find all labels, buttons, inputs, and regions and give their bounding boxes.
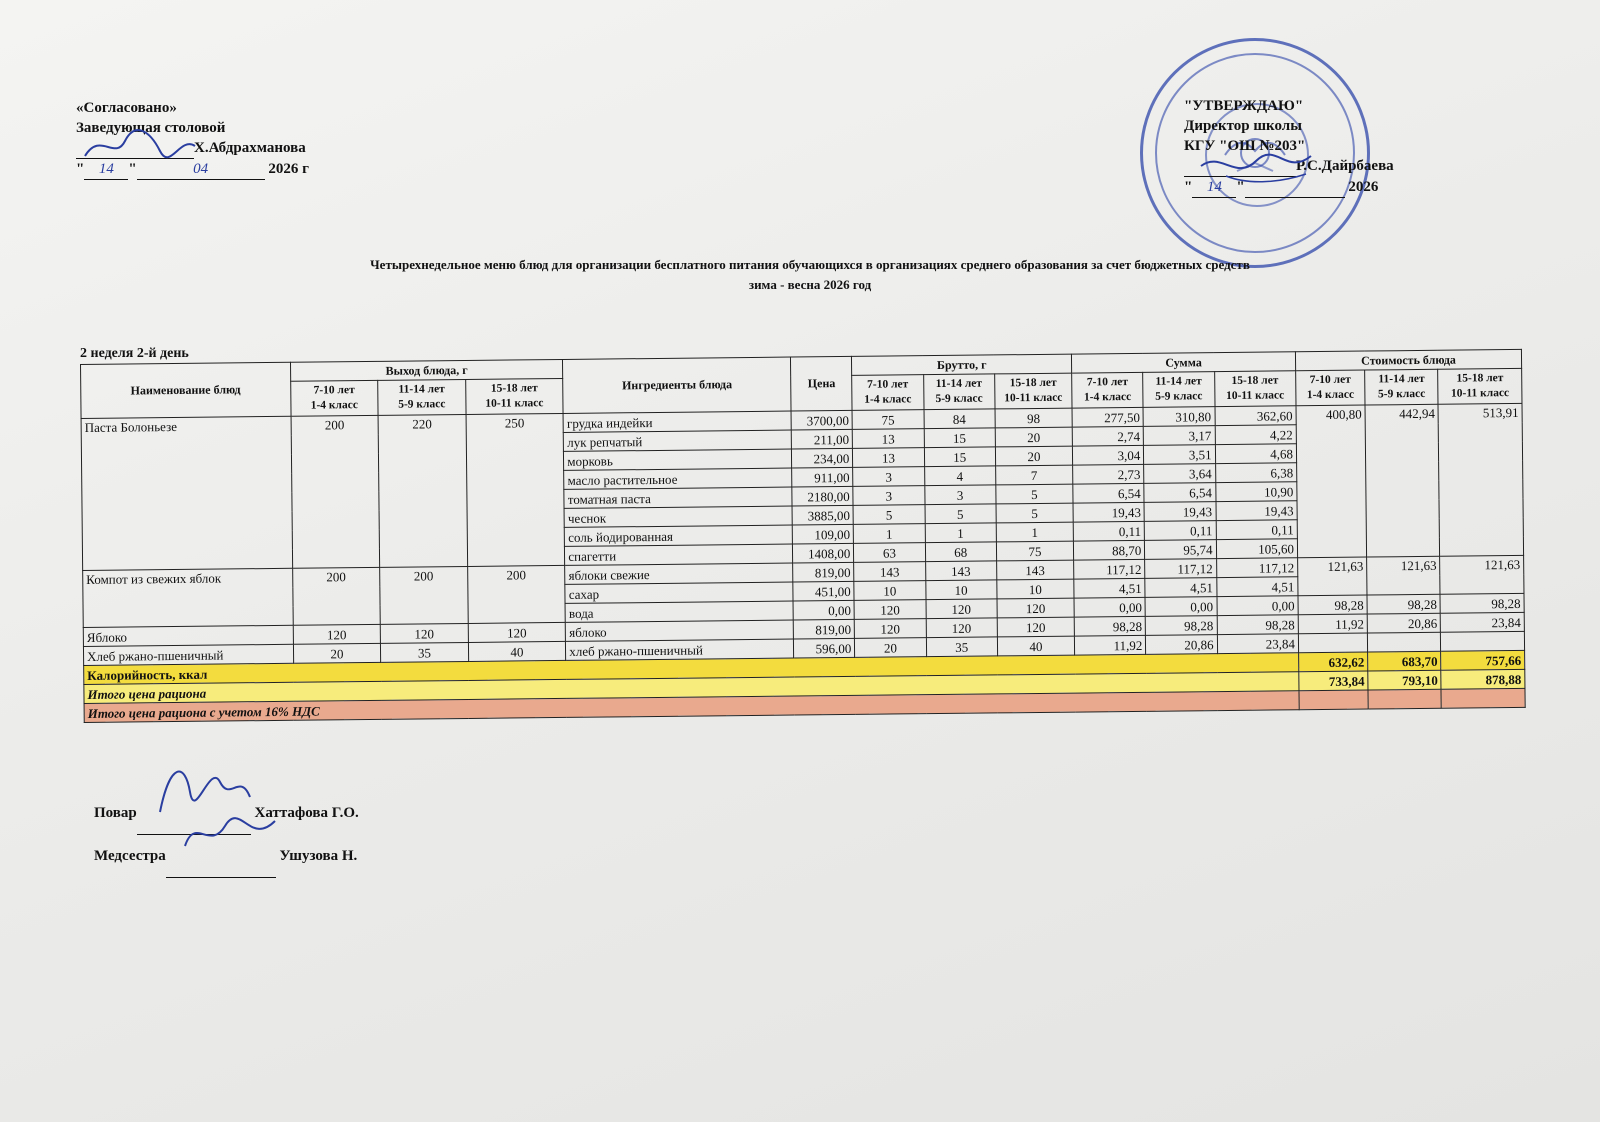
dish-cost: 121,63 bbox=[1440, 555, 1524, 594]
table-cell: 4,22 bbox=[1215, 425, 1297, 445]
table-cell: 0,00 bbox=[1145, 597, 1216, 617]
table-cell: 19,43 bbox=[1144, 502, 1215, 522]
agreed-label: «Согласовано» bbox=[76, 100, 177, 116]
table-cell: 220 bbox=[378, 414, 467, 567]
dish-name: Компот из свежих яблок bbox=[83, 568, 293, 627]
table-cell: 596,00 bbox=[794, 638, 855, 658]
dish-cost: 121,63 bbox=[1367, 556, 1441, 595]
canteen-head-name: Х.Абдрахманова bbox=[194, 140, 306, 156]
table-cell: 1 bbox=[996, 522, 1074, 542]
col-brutto-header: Брутто, г bbox=[852, 354, 1072, 375]
age-group-header: 7-10 лет 1-4 класс bbox=[1296, 370, 1366, 406]
table-cell: 200 bbox=[291, 415, 380, 568]
age-group-header: 15-18 лет 10-11 класс bbox=[1214, 371, 1296, 407]
approval-block-left bbox=[76, 98, 309, 180]
ingredient-name: грудка индейки bbox=[563, 411, 791, 432]
dish-cost: 513,91 bbox=[1438, 403, 1523, 556]
table-cell: 20 bbox=[855, 638, 926, 658]
dish-name: Хлеб ржано-пшеничный bbox=[83, 644, 293, 665]
table-cell bbox=[1368, 689, 1441, 709]
age-group-header: 15-18 лет 10-11 класс bbox=[1438, 368, 1522, 404]
director-name-line bbox=[1184, 156, 1394, 177]
table-cell: 143 bbox=[925, 561, 996, 581]
age-group-header: 11-14 лет 5-9 класс bbox=[1365, 369, 1439, 405]
table-cell: хлеб ржано-пшеничный bbox=[566, 639, 794, 660]
table-cell: 3,04 bbox=[1072, 445, 1143, 465]
table-cell bbox=[1441, 688, 1525, 708]
table-cell: 75 bbox=[996, 541, 1074, 561]
age-group-header: 7-10 лет 1-4 класс bbox=[1072, 372, 1144, 408]
table-cell bbox=[1298, 633, 1367, 653]
nurse-label: Медсестра bbox=[94, 848, 166, 864]
table-cell: 35 bbox=[926, 637, 997, 657]
table-cell: 200 bbox=[380, 566, 468, 624]
table-cell: 40 bbox=[468, 641, 566, 661]
table-cell: 120 bbox=[997, 617, 1075, 637]
dish-name: Яблоко bbox=[83, 625, 293, 646]
table-cell: 5 bbox=[853, 505, 924, 525]
table-cell: вода bbox=[565, 601, 793, 622]
table-cell: 234,00 bbox=[792, 448, 853, 468]
table-cell: 6,38 bbox=[1215, 463, 1297, 483]
table-cell: 2,74 bbox=[1072, 426, 1143, 446]
table-cell: 88,70 bbox=[1073, 540, 1144, 560]
table-cell: 20 bbox=[293, 643, 381, 663]
approval-block-right bbox=[1184, 96, 1394, 198]
table-cell: 6,54 bbox=[1073, 483, 1144, 503]
table-cell: 15 bbox=[924, 447, 995, 467]
table-cell: 362,60 bbox=[1215, 406, 1297, 426]
table-cell: 98,28 bbox=[1440, 593, 1524, 613]
table-cell: 4,51 bbox=[1216, 577, 1298, 597]
table-cell: сахар bbox=[565, 582, 793, 603]
col-dish-header: Наименование блюд bbox=[81, 362, 291, 418]
table-cell: чеснок bbox=[564, 506, 792, 527]
table-cell: 6,54 bbox=[1144, 483, 1215, 503]
table-cell bbox=[1299, 690, 1368, 710]
approve-date-line: " 14 " 2026 bbox=[1184, 177, 1394, 198]
school-label: КГУ "ОШ №203" bbox=[1184, 138, 1306, 154]
vat-total: 878,88 bbox=[1441, 669, 1525, 689]
table-cell: 98,28 bbox=[1367, 594, 1440, 614]
table-cell: 40 bbox=[997, 636, 1075, 656]
table-cell: 3 bbox=[853, 467, 924, 487]
table-cell: 98 bbox=[995, 408, 1073, 428]
total-price: 632,62 bbox=[1299, 652, 1368, 672]
cook-signature-line bbox=[94, 792, 359, 835]
table-cell: 3885,00 bbox=[792, 505, 853, 525]
table-cell: 200 bbox=[467, 565, 565, 623]
document-title-line2: зима - весна 2026 год bbox=[748, 277, 872, 292]
table-cell: 109,00 bbox=[792, 524, 853, 544]
table-cell: 0,00 bbox=[1074, 597, 1145, 617]
signatures-block bbox=[94, 792, 359, 878]
table-cell: 19,43 bbox=[1216, 501, 1298, 521]
approve-day: 14 bbox=[1192, 177, 1236, 198]
vat-total: 793,10 bbox=[1368, 670, 1441, 690]
nurse-name: Ушузова Н. bbox=[279, 848, 358, 864]
table-cell: 0,00 bbox=[793, 600, 854, 620]
table-cell: 5 bbox=[925, 504, 996, 524]
table-cell: 2,73 bbox=[1073, 464, 1144, 484]
table-cell: 20 bbox=[995, 446, 1073, 466]
canteen-head-name-line bbox=[76, 138, 309, 159]
table-cell: 10 bbox=[925, 580, 996, 600]
agreed-month: 04 bbox=[137, 159, 265, 180]
table-cell: 143 bbox=[854, 562, 925, 582]
table-cell: 11,92 bbox=[1298, 614, 1367, 634]
table-cell: 5 bbox=[996, 484, 1074, 504]
approve-year: 2026 bbox=[1348, 179, 1379, 195]
table-cell: 10,90 bbox=[1215, 482, 1297, 502]
table-cell: 68 bbox=[925, 542, 996, 562]
table-cell: 911,00 bbox=[792, 467, 853, 487]
table-cell: яблоки свежие bbox=[565, 563, 793, 584]
table-cell: 23,84 bbox=[1217, 634, 1299, 654]
table-cell: 0,11 bbox=[1216, 520, 1298, 540]
dish-cost: 442,94 bbox=[1365, 404, 1440, 557]
table-cell: 13 bbox=[853, 429, 924, 449]
table-cell: 5 bbox=[996, 503, 1074, 523]
table-cell: 0,11 bbox=[1073, 521, 1144, 541]
table-cell: 23,84 bbox=[1441, 612, 1525, 632]
table-cell: 63 bbox=[854, 543, 925, 563]
table-cell: 7 bbox=[995, 465, 1073, 485]
table-cell: 95,74 bbox=[1145, 540, 1216, 560]
col-cost-header: Стоимость блюда bbox=[1295, 349, 1521, 370]
table-cell: 120 bbox=[293, 624, 381, 644]
age-group-header: 7-10 лет 1-4 класс bbox=[290, 380, 378, 416]
dish-cost: 400,80 bbox=[1296, 405, 1367, 558]
table-cell: лук репчатый bbox=[564, 430, 792, 451]
table-cell: 117,12 bbox=[1074, 559, 1145, 579]
table-cell: 3,17 bbox=[1144, 426, 1215, 446]
document-title bbox=[160, 255, 1460, 295]
table-cell: томатная паста bbox=[564, 487, 792, 508]
table-cell: 11,92 bbox=[1074, 635, 1145, 655]
table-cell: яблоко bbox=[566, 620, 794, 641]
week-day-label: 2 неделя 2-й день bbox=[80, 346, 189, 361]
table-cell: 4,68 bbox=[1215, 444, 1297, 464]
table-cell: 1408,00 bbox=[793, 543, 854, 563]
menu-table bbox=[80, 349, 1526, 723]
table-cell: 0,11 bbox=[1145, 521, 1216, 541]
water-cost: 98,28 bbox=[1298, 595, 1367, 615]
total-label: Итого цена рациона bbox=[84, 672, 1299, 704]
table-cell: 35 bbox=[381, 642, 469, 662]
director-label: Директор школы bbox=[1184, 118, 1302, 134]
table-cell: 120 bbox=[380, 623, 468, 643]
col-output-header: Выход блюда, г bbox=[290, 359, 563, 381]
table-cell: 200 bbox=[292, 567, 380, 625]
table-cell: 10 bbox=[997, 579, 1075, 599]
table-cell: 98,28 bbox=[1217, 615, 1299, 635]
table-cell: 1 bbox=[854, 524, 925, 544]
total-price: 757,66 bbox=[1441, 650, 1525, 670]
table-cell: 98,28 bbox=[1145, 616, 1216, 636]
table-cell: 819,00 bbox=[793, 619, 854, 639]
table-cell: 0,00 bbox=[1217, 596, 1299, 616]
table-cell: 819,00 bbox=[793, 562, 854, 582]
table-cell: 250 bbox=[466, 413, 565, 566]
table-cell: 310,80 bbox=[1143, 407, 1214, 427]
table-cell: 120 bbox=[854, 600, 925, 620]
age-group-header: 7-10 лет 1-4 класс bbox=[852, 375, 924, 411]
table-cell: 20,86 bbox=[1367, 613, 1440, 633]
vat-label: Итого цена рациона с учетом 16% НДС bbox=[84, 691, 1299, 723]
table-cell: 15 bbox=[924, 428, 995, 448]
table-cell: морковь bbox=[564, 449, 792, 470]
agreed-year: 2026 г bbox=[268, 161, 309, 177]
table-cell: 4,51 bbox=[1145, 578, 1216, 598]
table-cell: 120 bbox=[997, 598, 1075, 618]
col-ingredients-header: Ингредиенты блюда bbox=[563, 357, 791, 413]
age-group-header: 15-18 лет 10-11 класс bbox=[465, 378, 563, 414]
dish-cost: 121,63 bbox=[1298, 557, 1368, 596]
document-title-line1: Четырехнедельное меню блюд для организации бесплатного питания обучающихся в организациях среднего образования за счет бюджетных средств bbox=[370, 257, 1250, 272]
table-cell: 3700,00 bbox=[791, 410, 852, 430]
dish-name: Паста Болоньезе bbox=[81, 416, 292, 570]
table-cell: 143 bbox=[996, 560, 1074, 580]
age-group-header: 15-18 лет 10-11 класс bbox=[994, 373, 1072, 409]
calories-label: Калорийность, ккал bbox=[84, 653, 1299, 685]
table-cell: масло растительное bbox=[564, 468, 792, 489]
table-cell: 3 bbox=[924, 485, 995, 505]
table-cell: 3,51 bbox=[1144, 445, 1215, 465]
table-cell: 2180,00 bbox=[792, 486, 853, 506]
table-cell: 84 bbox=[924, 409, 995, 429]
cook-label: Повар bbox=[94, 805, 137, 821]
table-cell: 98,28 bbox=[1074, 616, 1145, 636]
canteen-head-label: Заведующая столовой bbox=[76, 120, 226, 136]
approve-label: "УТВЕРЖДАЮ" bbox=[1184, 98, 1304, 114]
table-cell: 117,12 bbox=[1216, 558, 1298, 578]
table-cell: 451,00 bbox=[793, 581, 854, 601]
table-cell: 1 bbox=[925, 523, 996, 543]
table-cell: 10 bbox=[854, 581, 925, 601]
agreed-day: 14 bbox=[84, 159, 128, 180]
table-cell: 105,60 bbox=[1216, 539, 1298, 559]
table-cell: 20,86 bbox=[1146, 635, 1217, 655]
cook-name: Хаттафова Г.О. bbox=[254, 805, 359, 821]
table-cell: 120 bbox=[468, 622, 566, 642]
table-cell: 211,00 bbox=[791, 429, 852, 449]
table-cell: 13 bbox=[853, 448, 924, 468]
table-cell: 120 bbox=[926, 618, 997, 638]
table-cell bbox=[1441, 631, 1525, 651]
col-price-header: Цена bbox=[791, 356, 853, 411]
table-cell: 20 bbox=[995, 427, 1073, 447]
age-group-header: 11-14 лет 5-9 класс bbox=[378, 379, 466, 415]
table-cell: 117,12 bbox=[1145, 559, 1216, 579]
total-price: 683,70 bbox=[1368, 651, 1441, 671]
col-sum-header: Сумма bbox=[1072, 352, 1296, 373]
table-cell: 19,43 bbox=[1073, 502, 1144, 522]
age-group-header: 11-14 лет 5-9 класс bbox=[923, 374, 995, 410]
table-cell: 3 bbox=[853, 486, 924, 506]
table-cell: 277,50 bbox=[1072, 407, 1143, 427]
table-cell: 75 bbox=[852, 410, 923, 430]
table-cell: 4 bbox=[924, 466, 995, 486]
table-cell: спагетти bbox=[565, 544, 793, 565]
director-name: Р.С.Дайрбаева bbox=[1296, 158, 1394, 174]
table-cell: 3,64 bbox=[1144, 464, 1215, 484]
table-cell bbox=[1368, 632, 1441, 652]
table-cell: 120 bbox=[926, 599, 997, 619]
table-cell: соль йодированная bbox=[565, 525, 793, 546]
table-cell: 120 bbox=[855, 619, 926, 639]
vat-total: 733,84 bbox=[1299, 671, 1368, 691]
table-cell: 4,51 bbox=[1074, 578, 1145, 598]
agreed-date-line: " 14 " 04 2026 г bbox=[76, 159, 309, 180]
age-group-header: 11-14 лет 5-9 класс bbox=[1143, 372, 1215, 408]
nurse-signature-line bbox=[94, 835, 359, 878]
